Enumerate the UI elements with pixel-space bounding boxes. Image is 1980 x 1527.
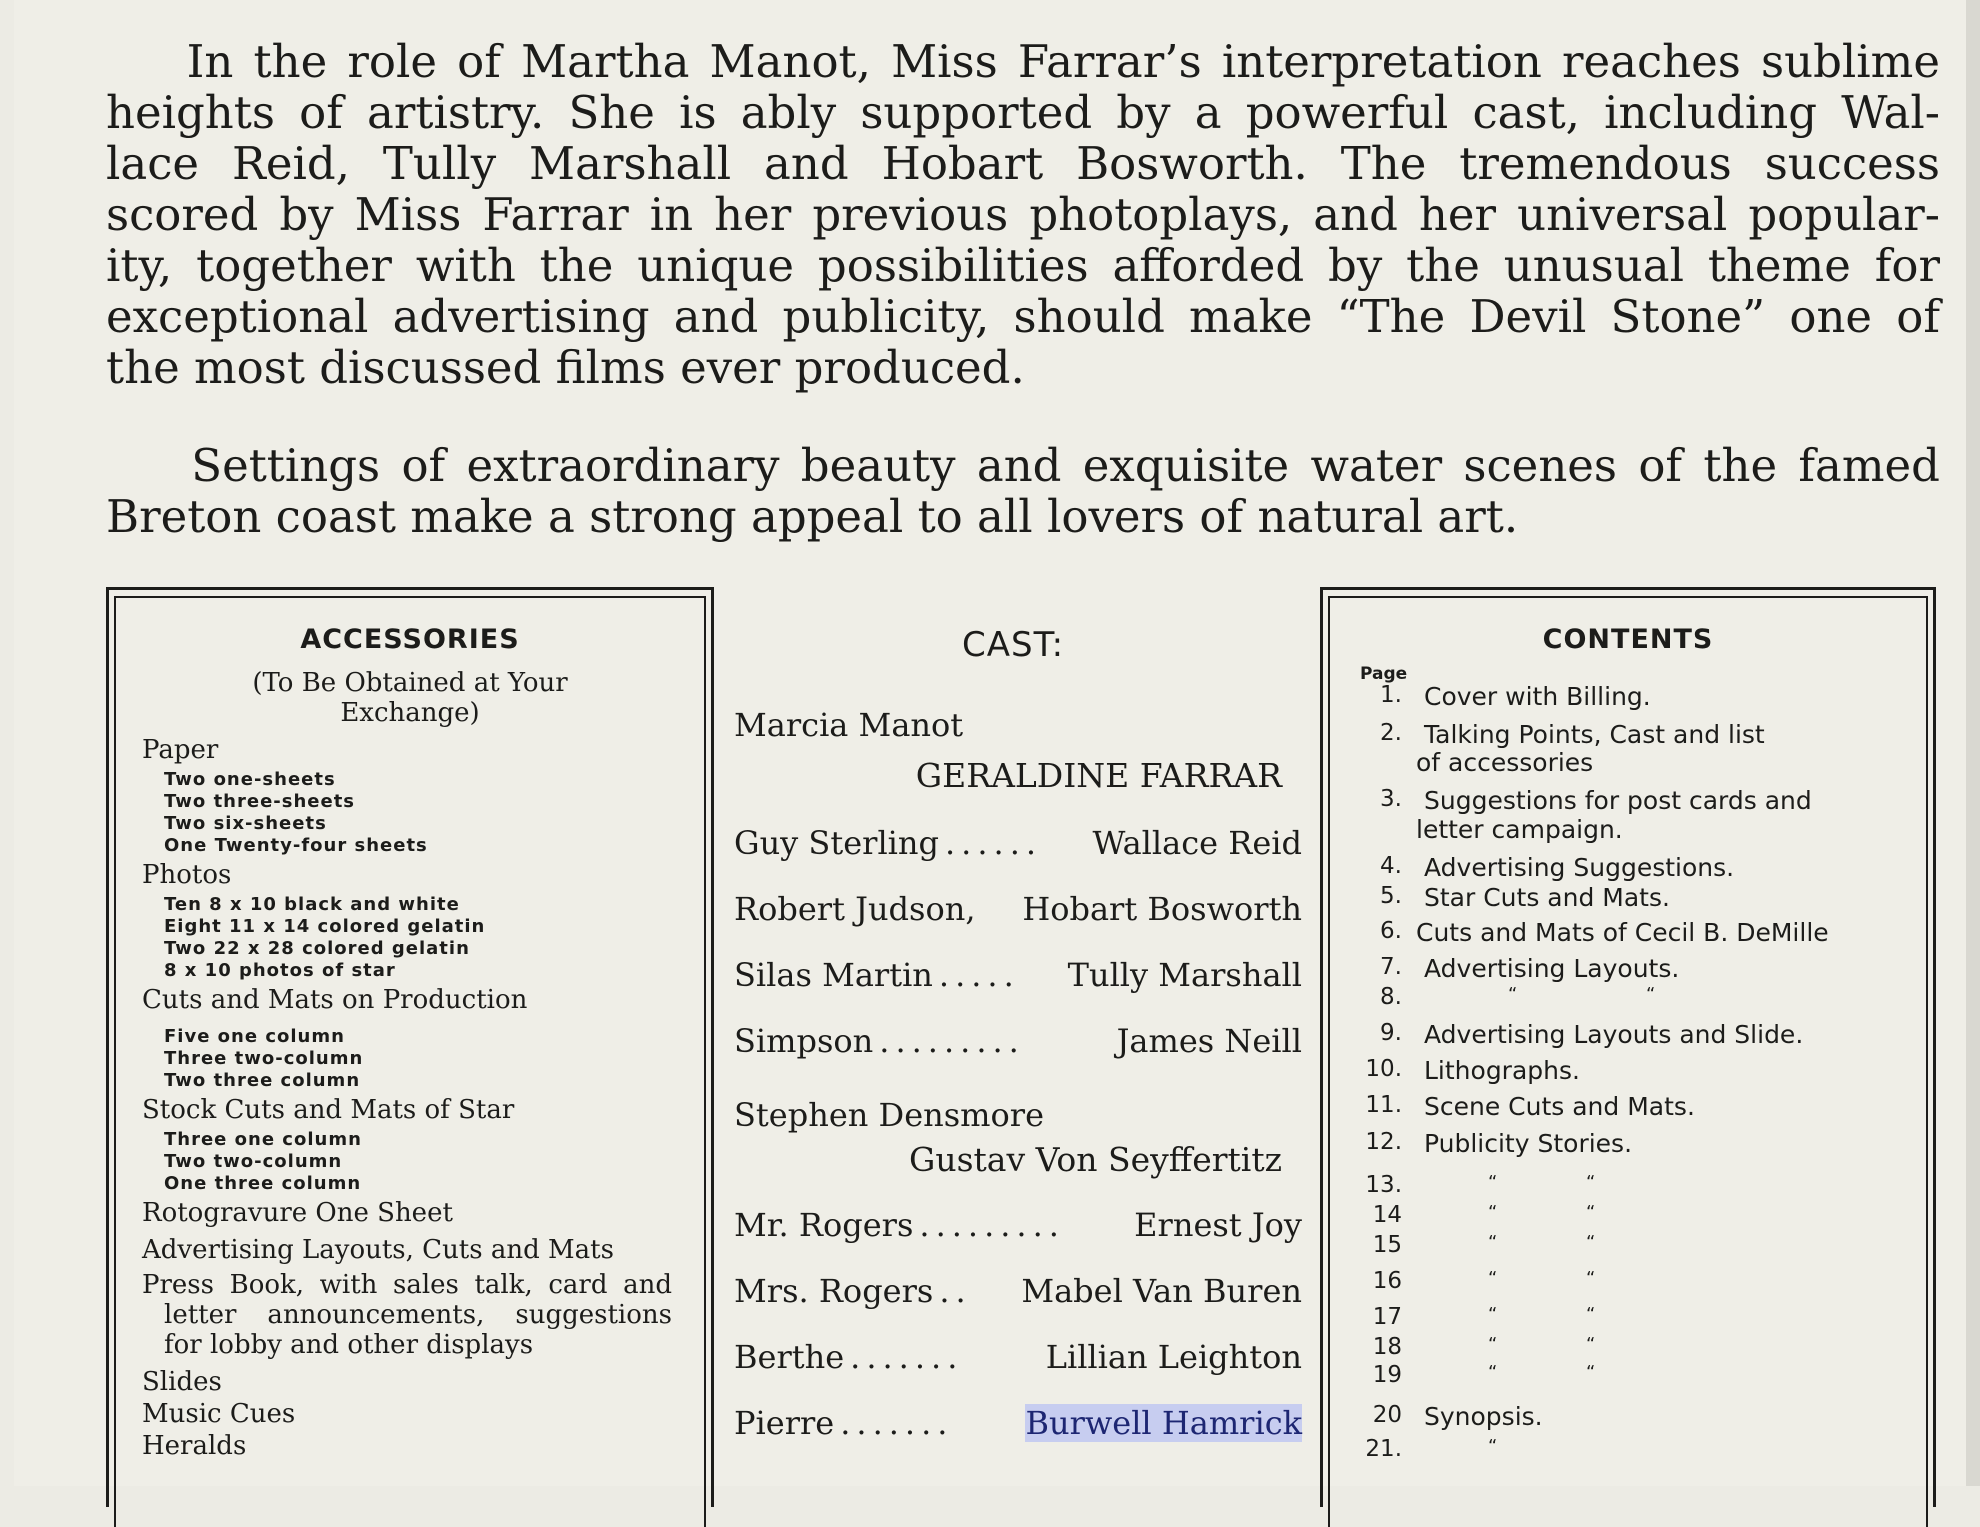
actor-name-highlighted[interactable]: Burwell Hamrick bbox=[1025, 1404, 1302, 1442]
leader-dots: ....... bbox=[840, 1404, 954, 1442]
list-item: One Twenty-four sheets bbox=[164, 835, 428, 856]
leader-dots: .. bbox=[939, 1272, 972, 1310]
item-text: Suggestions for post cards and bbox=[1424, 786, 1812, 815]
cast-lead-actor: GERALDINE FARRAR bbox=[915, 756, 1282, 795]
ditto-mark: “ bbox=[1646, 984, 1656, 1005]
page-number: 12. bbox=[1365, 1129, 1402, 1155]
cast-row bbox=[734, 1404, 1302, 1442]
page-number: 13. bbox=[1365, 1172, 1402, 1198]
role-name: Marcia Manot bbox=[734, 706, 964, 744]
accessory-photos: Photos bbox=[142, 860, 232, 890]
page-number: 18 bbox=[1372, 1334, 1402, 1360]
item-text: Star Cuts and Mats. bbox=[1424, 883, 1670, 912]
page-label: Page bbox=[1360, 664, 1408, 684]
list-item: One three column bbox=[164, 1173, 362, 1194]
leader-dots: ......... bbox=[919, 1206, 1065, 1244]
cast-row bbox=[734, 1206, 1302, 1244]
item-text: Cuts and Mats of Cecil B. DeMille bbox=[1416, 918, 1829, 947]
role-name: Simpson bbox=[734, 1022, 874, 1060]
list-item: Two three-sheets bbox=[164, 791, 356, 812]
item-text: Advertising Suggestions. bbox=[1424, 853, 1735, 882]
accessory-music: Music Cues bbox=[142, 1399, 296, 1429]
ditto-mark: “ bbox=[1586, 1202, 1596, 1223]
text-line: the most discussed films ever produced. bbox=[106, 341, 1025, 394]
text-line: Press Book, with sales talk, card and bbox=[142, 1270, 672, 1300]
actor-name: Wallace Reid bbox=[1092, 824, 1302, 862]
ditto-mark: “ bbox=[1488, 1172, 1498, 1193]
leader-dots: ....... bbox=[850, 1338, 964, 1376]
text-line: letter announcements, suggestions bbox=[164, 1300, 672, 1330]
page-number: 21. bbox=[1365, 1436, 1402, 1462]
item-text: letter campaign. bbox=[1416, 815, 1623, 844]
ditto-mark: “ bbox=[1488, 1268, 1498, 1289]
text-line: Breton coast make a strong appeal to all lovers of natural art. bbox=[106, 490, 1519, 543]
role-name: Robert Judson, bbox=[734, 890, 976, 928]
page-number: 17 bbox=[1372, 1304, 1402, 1330]
cast-row bbox=[734, 890, 1302, 928]
accessories-box bbox=[106, 587, 714, 1507]
text-line: ity, together with the unique possibilities afforded by the unusual theme for bbox=[106, 239, 1940, 292]
actor-name: Lillian Leighton bbox=[1045, 1338, 1302, 1376]
list-item: Two two-column bbox=[164, 1151, 343, 1172]
list-item: Three two-column bbox=[164, 1048, 364, 1069]
ditto-mark: “ bbox=[1586, 1304, 1596, 1325]
cast-lead-role bbox=[734, 706, 1302, 744]
list-item: 8 x 10 photos of star bbox=[164, 960, 396, 981]
ditto-mark: “ bbox=[1488, 1304, 1498, 1325]
role-name: Mr. Rogers bbox=[734, 1206, 914, 1244]
text-line: exceptional advertising and publicity, should make “The Devil Stone” one of bbox=[106, 290, 1940, 343]
page-number: 6. bbox=[1380, 918, 1402, 944]
contents-list bbox=[1320, 0, 1936, 1486]
role-name: Berthe bbox=[734, 1338, 845, 1376]
role-name: Mrs. Rogers bbox=[734, 1272, 934, 1310]
item-text: Cover with Billing. bbox=[1424, 682, 1651, 711]
item-text: Synopsis. bbox=[1424, 1402, 1543, 1431]
ditto-mark: “ bbox=[1586, 1334, 1596, 1355]
leader-dots: ...... bbox=[945, 824, 1043, 862]
page-number: 8. bbox=[1380, 984, 1402, 1010]
subtitle-line: (To Be Obtained at Your bbox=[252, 668, 568, 698]
item-text: Publicity Stories. bbox=[1424, 1129, 1633, 1158]
list-item: Three one column bbox=[164, 1129, 362, 1150]
list-item: Five one column bbox=[164, 1026, 345, 1047]
accessory-cuts: Cuts and Mats on Production bbox=[142, 985, 528, 1015]
page-number: 1. bbox=[1380, 682, 1402, 708]
role-name: Guy Sterling bbox=[734, 824, 939, 862]
accessory-stock-cuts: Stock Cuts and Mats of Star bbox=[142, 1095, 515, 1125]
role-name: Stephen Densmore bbox=[734, 1096, 1044, 1134]
item-text: Talking Points, Cast and list bbox=[1424, 720, 1765, 749]
text-line: scored by Miss Farrar in her previous photoplays, and her universal popular- bbox=[106, 188, 1940, 241]
text-line: In the role of Martha Manot, Miss Farrar’s interpretation reaches sublime bbox=[106, 35, 1940, 88]
text-line: lace Reid, Tully Marshall and Hobart Bosworth. The tremendous success bbox=[106, 137, 1940, 190]
text-line: for lobby and other displays bbox=[164, 1330, 534, 1360]
accessory-rotogravure: Rotogravure One Sheet bbox=[142, 1198, 453, 1228]
page-number: 20 bbox=[1372, 1402, 1402, 1428]
subtitle-line: Exchange) bbox=[340, 698, 480, 728]
list-item: Two three column bbox=[164, 1070, 361, 1091]
page-number: 3. bbox=[1380, 786, 1402, 812]
ditto-mark: “ bbox=[1488, 1334, 1498, 1355]
cast-row bbox=[734, 1022, 1302, 1060]
page-edge bbox=[1966, 0, 1980, 1486]
accessory-slides: Slides bbox=[142, 1367, 222, 1397]
ditto-mark: “ bbox=[1488, 1232, 1498, 1253]
page-number: 10. bbox=[1365, 1056, 1402, 1082]
cast-row-densmore bbox=[734, 1096, 1302, 1134]
page-number: 4. bbox=[1380, 853, 1402, 879]
list-item: Ten 8 x 10 black and white bbox=[164, 894, 460, 915]
actor-name: James Neill bbox=[1116, 1022, 1302, 1060]
ditto-mark: “ bbox=[1488, 1362, 1498, 1383]
ditto-mark: “ bbox=[1586, 1268, 1596, 1289]
page-number: 2. bbox=[1380, 720, 1402, 746]
cast-row bbox=[734, 1338, 1302, 1376]
leader-dots: ..... bbox=[938, 956, 1020, 994]
ditto-mark: “ bbox=[1586, 1362, 1596, 1383]
cast-row bbox=[734, 1272, 1302, 1310]
text-line: Settings of extraordinary beauty and exquisite water scenes of the famed bbox=[106, 439, 1940, 492]
ditto-mark: “ bbox=[1488, 1202, 1498, 1223]
cast-row bbox=[734, 824, 1302, 862]
accessories-subtitle bbox=[109, 668, 711, 728]
page-number: 14 bbox=[1372, 1202, 1402, 1228]
actor-name: Tully Marshall bbox=[1067, 956, 1302, 994]
item-text: Advertising Layouts. bbox=[1424, 954, 1680, 983]
actor-name: Hobart Bosworth bbox=[1022, 890, 1302, 928]
role-name: Silas Martin bbox=[734, 956, 933, 994]
page-number: 15 bbox=[1372, 1232, 1402, 1258]
accessories-title: ACCESSORIES bbox=[300, 624, 520, 655]
accessory-heralds: Heralds bbox=[142, 1431, 247, 1461]
leader-dots: ......... bbox=[879, 1022, 1025, 1060]
item-text: Lithographs. bbox=[1424, 1056, 1580, 1085]
page-number: 19 bbox=[1372, 1362, 1402, 1388]
list-item: Two 22 x 28 colored gelatin bbox=[164, 938, 470, 959]
actor-name: Mabel Van Buren bbox=[1021, 1272, 1302, 1310]
leader-dots bbox=[976, 890, 1023, 928]
list-item: Eight 11 x 14 colored gelatin bbox=[164, 916, 486, 937]
ditto-mark: “ bbox=[1488, 1436, 1498, 1457]
text-line: heights of artistry. She is ably supported by a powerful cast, including Wal- bbox=[106, 86, 1940, 139]
item-text: Advertising Layouts and Slide. bbox=[1424, 1020, 1804, 1049]
page-number: 5. bbox=[1380, 883, 1402, 909]
item-text: Scene Cuts and Mats. bbox=[1424, 1092, 1695, 1121]
accessory-paper: Paper bbox=[142, 735, 219, 765]
contents-title: CONTENTS bbox=[1542, 624, 1714, 655]
item-text: of accessories bbox=[1416, 748, 1594, 777]
ditto-mark: “ bbox=[1586, 1232, 1596, 1253]
actor-name: Ernest Joy bbox=[1134, 1206, 1302, 1244]
accessory-layouts: Advertising Layouts, Cuts and Mats bbox=[142, 1235, 614, 1265]
page-number: 11. bbox=[1365, 1092, 1402, 1118]
cast-title: CAST: bbox=[962, 625, 1065, 665]
ditto-mark: “ bbox=[1586, 1172, 1596, 1193]
actor-name: Gustav Von Seyffertitz bbox=[908, 1140, 1282, 1179]
document-page bbox=[14, 0, 1974, 1486]
page-number: 9. bbox=[1380, 1020, 1402, 1046]
ditto-mark: “ bbox=[1508, 984, 1518, 1005]
role-name: Pierre bbox=[734, 1404, 835, 1442]
cast-row bbox=[734, 956, 1302, 994]
page-number: 7. bbox=[1380, 954, 1402, 980]
page-number: 16 bbox=[1372, 1268, 1402, 1294]
list-item: Two one-sheets bbox=[164, 769, 336, 790]
list-item: Two six-sheets bbox=[164, 813, 327, 834]
accessory-press-book bbox=[142, 1270, 672, 1360]
